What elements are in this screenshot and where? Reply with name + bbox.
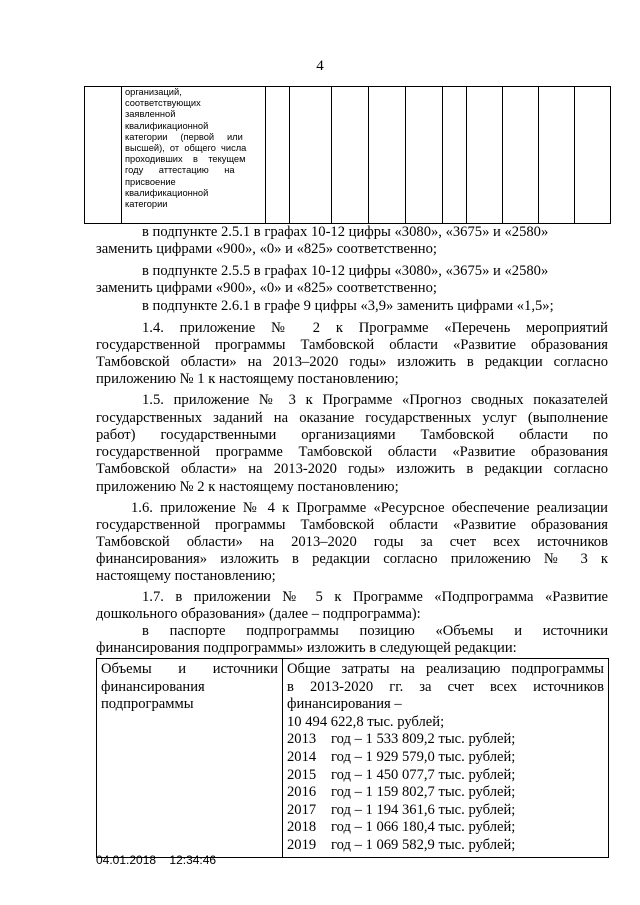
funding-year-row [287,784,604,802]
indicator-line: высшей), от общего числа [125,143,247,154]
indicator-line: соответствующих [125,98,201,109]
page-number: 4 [316,58,324,74]
funding-year-amount: год – 1 194 361,6 тыс. рублей; [331,801,516,818]
funding-year-row [287,731,604,749]
funding-year-amount: год – 1 533 809,2 тыс. рублей; [331,731,516,748]
paragraph-line: заменить цифрами «900», «0» и «825» соответственно; [96,280,437,296]
indicator-line: проходивших в текущем [125,154,246,165]
funding-label-line: Объемы и источники [101,661,278,677]
paragraph-line: в подпункте 2.5.5 в графах 10-12 цифры «3080», «3675» и «2580» [142,263,549,279]
funding-year-amount: год – 1 159 802,7 тыс. рублей; [331,784,516,801]
funding-text-line: финансирования – [287,696,402,713]
paragraph-line: настоящему постановлению; [96,568,276,584]
indicator-line: квалификационной [125,187,209,198]
paragraph-line: финансирования» изложить в редакции согласно приложению № 3 к [96,551,608,567]
paragraph-line: 1.5. приложение № 3 к Программе «Прогноз сводных показателей [142,392,608,408]
funding-year-amount: год – 1 929 579,0 тыс. рублей; [331,748,516,765]
table-cell [539,87,575,224]
funding-year: 2014 [287,748,317,765]
paragraph-line: государственных заданий на оказание государственных услуг (выполнение [96,410,608,426]
funding-year-row [287,767,604,785]
paragraph-line: государственной программе Тамбовской области «Развитие образования [96,444,608,460]
indicator-line: году аттестацию на [125,165,235,176]
table-cell [406,87,443,224]
paragraph-line: Тамбовской области» на 2013–2020 годы» изложить в редакции согласно [96,354,608,370]
paragraph-line: в паспорте подпрограммы позицию «Объемы и источники [142,623,608,639]
table-cell [575,87,611,224]
funding-year-amount: год – 1 069 582,9 тыс. рублей; [331,836,516,853]
table-cell [369,87,406,224]
paragraph-line: государственной программы Тамбовской области «Развитие образования [96,517,608,533]
indicator-table [84,86,611,224]
print-timestamp: 04.01.2018 12:34:46 [96,853,217,867]
funding-total: 10 494 622,8 тыс. рублей; [287,713,445,730]
funding-year-amount: год – 1 450 077,7 тыс. рублей; [331,766,516,783]
paragraph-line: государственной программы Тамбовской области «Развитие образования [96,337,608,353]
table-cell [332,87,369,224]
indicator-line: категории (первой или [125,131,243,142]
paragraph-line: в подпункте 2.5.1 в графах 10-12 цифры «3080», «3675» и «2580» [142,224,549,240]
paragraph-line: заменить цифрами «900», «0» и «825» соответственно; [96,241,437,257]
indicator-line: присвоение [125,176,176,187]
table-cell [290,87,332,224]
table-cell [503,87,539,224]
funding-year: 2015 [287,766,317,783]
funding-year: 2017 [287,801,317,818]
funding-table [96,658,609,858]
table-cell-indicator [122,87,266,224]
paragraph-line: 1.4. приложение № 2 к Программе «Перечень мероприятий [142,320,608,336]
indicator-line: организаций, [125,87,182,97]
funding-year-row [287,802,604,820]
funding-label-cell [97,659,283,858]
paragraph-line: в подпункте 2.6.1 в графе 9 цифры «3,9» заменить цифрами «1,5»; [142,298,554,314]
table-cell [467,87,503,224]
table-cell [443,87,467,224]
funding-year-row [287,819,604,837]
paragraph-line: дошкольного образования» (далее – подпрограмма): [96,606,421,622]
funding-value-cell [283,659,609,858]
table-cell [266,87,290,224]
paragraph-line: Тамбовской области» на 2013-2020 годы» изложить в редакции согласно [96,461,608,477]
funding-text-line: в 2013-2020 гг. за счет всех источников [287,678,604,695]
indicator-line: заявленной [125,109,176,120]
funding-text-line: Общие затраты на реализацию подпрограммы [287,661,604,677]
funding-year-row [287,749,604,767]
paragraph-line: 1.6. приложение № 4 к Программе «Ресурсное обеспечение реализации [131,500,608,516]
paragraph-line: финансирования подпрограммы» изложить в следующей редакции: [96,640,517,656]
funding-year: 2018 [287,819,317,836]
table-cell-number [85,87,122,224]
paragraph-line: 1.7. в приложении № 5 к Программе «Подпрограмма «Развитие [142,589,608,605]
paragraph-line: работ) государственными организациями Тамбовской области по [96,427,608,443]
funding-year: 2013 [287,731,317,748]
paragraph-line: приложению № 1 к настоящему постановлению; [96,371,399,387]
funding-label-line: подпрограммы [101,696,194,713]
funding-label-line: финансирования [101,678,205,695]
funding-year-row [287,837,604,855]
paragraph-line: приложению № 2 к настоящему постановлению; [96,479,399,495]
indicator-line: категории [125,199,168,210]
funding-year: 2016 [287,784,317,801]
funding-year-amount: год – 1 066 180,4 тыс. рублей; [331,819,516,836]
indicator-line: квалификационной [125,120,209,131]
funding-year: 2019 [287,836,317,853]
paragraph-line: Тамбовской области» на 2013–2020 годы за счет всех источников [96,534,608,550]
